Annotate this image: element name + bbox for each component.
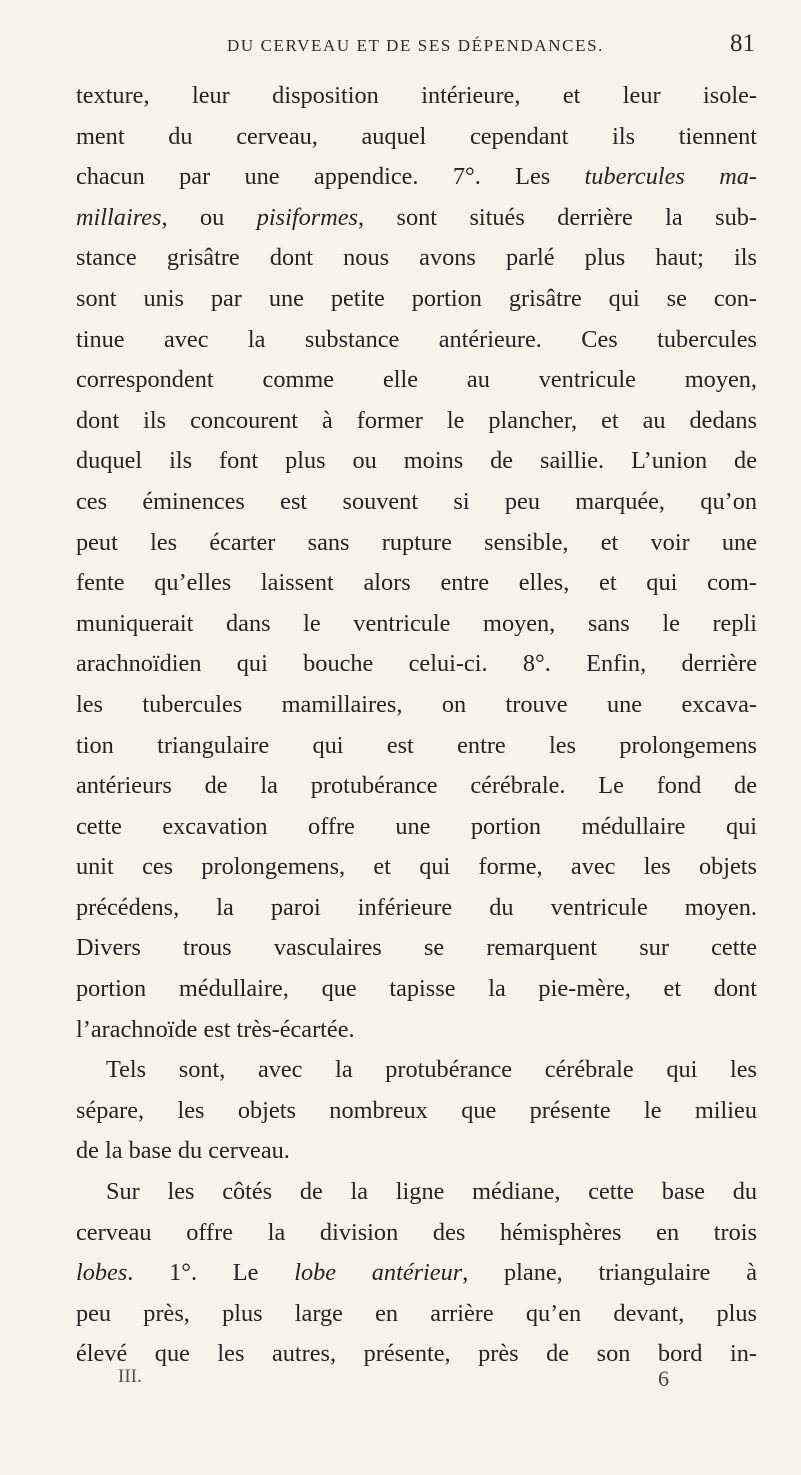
text-line	[76, 320, 757, 361]
text-line	[76, 1010, 757, 1051]
text-run: chacun par une appendice. 7°. Les	[76, 163, 585, 191]
text-run: Divers trous vasculaires se remarquent sur cette	[76, 934, 757, 962]
text-line	[76, 157, 757, 198]
text-line	[76, 117, 757, 158]
text-run: , plane, triangulaire à	[462, 1259, 757, 1287]
text-run: , ou	[161, 203, 257, 231]
text-line	[76, 847, 757, 888]
text-run: tion triangulaire qui est entre les prolongemens	[76, 731, 757, 759]
text-line	[76, 563, 757, 604]
text-run: peut les écarter sans rupture sensible, et voir une	[76, 528, 757, 556]
italic-term: lobes	[76, 1259, 128, 1287]
text-run: les tubercules mamillaires, on trouve une excava-	[76, 690, 757, 718]
text-run: antérieurs de la protubérance cérébrale. Le fond de	[76, 772, 757, 800]
text-line	[76, 1213, 757, 1254]
text-line	[76, 1091, 757, 1132]
text-run: tinue avec la substance antérieure. Ces tubercules	[76, 325, 757, 353]
text-line	[76, 1172, 757, 1213]
running-title: DU CERVEAU ET DE SES DÉPENDANCES.	[227, 36, 604, 55]
text-line	[76, 1294, 757, 1335]
text-run: élevé que les autres, présente, près de son bord in-	[76, 1340, 757, 1368]
text-line	[76, 1253, 757, 1294]
page-number: 81	[730, 30, 755, 57]
text-run: portion médullaire, que tapisse la pie-mère, et dont	[76, 975, 757, 1003]
text-run: cerveau offre la division des hémisphères en trois	[76, 1218, 757, 1246]
text-run: . 1°. Le	[127, 1259, 295, 1287]
text-run: fente qu’elles laissent alors entre elles, et qui com-	[76, 569, 757, 597]
text-run: Sur les côtés de la ligne médiane, cette base du	[106, 1178, 757, 1206]
text-run: précédens, la paroi inférieure du ventricule moyen.	[76, 893, 757, 921]
text-run: unit ces prolongemens, et qui forme, avec les objets	[76, 853, 757, 881]
body-text	[76, 76, 757, 1375]
text-run: l’arachnoïde est très-écartée.	[76, 1015, 355, 1043]
text-line	[76, 360, 757, 401]
text-line	[76, 685, 757, 726]
italic-term: millaires	[76, 203, 162, 231]
text-line	[76, 604, 757, 645]
text-line	[76, 969, 757, 1010]
text-run: duquel ils font plus ou moins de saillie. L’union de	[76, 447, 757, 475]
text-run: stance grisâtre dont nous avons parlé plus haut; ils	[76, 244, 757, 272]
italic-term: pisiformes	[256, 203, 358, 231]
text-line	[76, 1050, 757, 1091]
text-line	[76, 279, 757, 320]
text-run: sont unis par une petite portion grisâtre qui se con-	[76, 284, 757, 312]
text-line	[76, 766, 757, 807]
italic-term: lobe antérieur	[294, 1259, 463, 1287]
text-run: peu près, plus large en arrière qu’en devant, plus	[76, 1299, 757, 1327]
text-line	[76, 726, 757, 767]
text-run: de la base du cerveau.	[76, 1137, 290, 1165]
text-run: Tels sont, avec la protubérance cérébrale qui les	[106, 1056, 757, 1084]
text-run: arachnoïdien qui bouche celui-ci. 8°. Enfin, derrière	[76, 650, 757, 678]
text-line	[76, 76, 757, 117]
text-line	[76, 482, 757, 523]
text-line	[76, 523, 757, 564]
text-line	[76, 1131, 757, 1172]
text-run: texture, leur disposition intérieure, et leur isole-	[76, 82, 757, 109]
italic-term: tubercules ma-	[584, 163, 757, 191]
text-line	[76, 888, 757, 929]
text-line	[76, 928, 757, 969]
text-run: dont ils concourent à former le plancher, et au dedans	[76, 406, 757, 434]
text-line	[76, 401, 757, 442]
text-run: sépare, les objets nombreux que présente le milieu	[76, 1096, 757, 1124]
signature-mark: III.	[118, 1366, 142, 1387]
text-line	[76, 807, 757, 848]
text-line	[76, 198, 757, 239]
text-run: , sont situés derrière la sub-	[358, 203, 757, 231]
text-line	[76, 441, 757, 482]
page-header	[76, 26, 755, 60]
text-run: correspondent comme elle au ventricule moyen,	[76, 366, 757, 394]
text-line	[76, 238, 757, 279]
text-run: muniquerait dans le ventricule moyen, sans le repli	[76, 609, 757, 637]
text-run: ment du cerveau, auquel cependant ils tiennent	[76, 122, 757, 150]
text-run: cette excavation offre une portion médullaire qui	[76, 812, 757, 840]
text-run: ces éminences est souvent si peu marquée, qu’on	[76, 487, 757, 515]
page-footer	[118, 1366, 757, 1396]
text-line	[76, 644, 757, 685]
sheet-number: 6	[658, 1366, 669, 1391]
